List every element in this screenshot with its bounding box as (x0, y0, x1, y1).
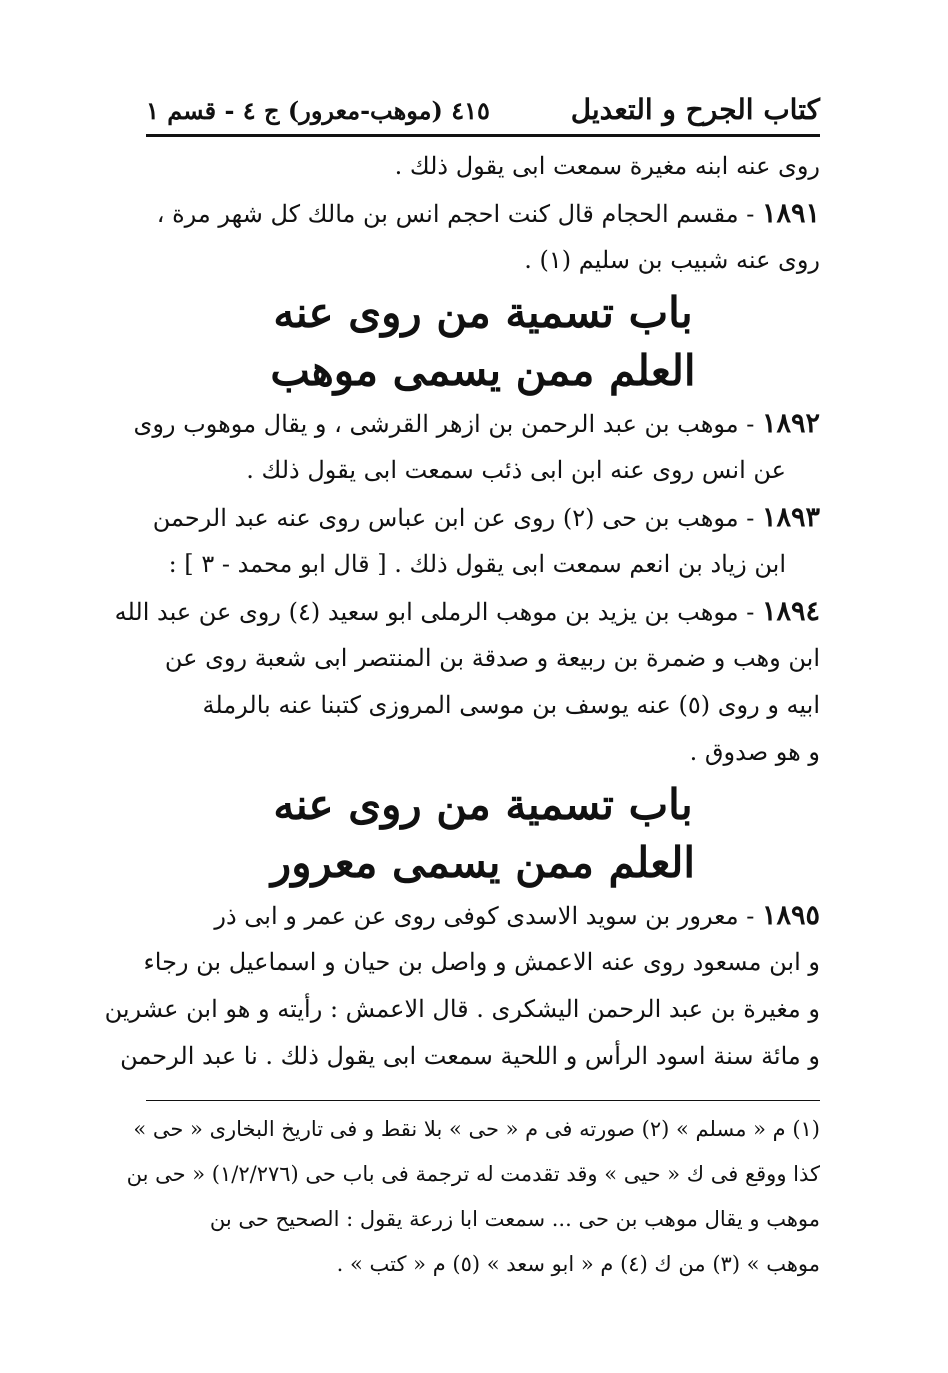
section-heading: باب تسمية من روى عنه (273, 288, 693, 337)
entry-number: ١٨٩١ (761, 198, 820, 229)
footnote-rule (146, 1100, 820, 1101)
entry-text: - مقسم الحجام قال كنت احجم انس بن مالك كل شهر مرة ، (156, 200, 762, 228)
header-rule (146, 134, 820, 137)
section-heading: العلم ممن يسمى موهب (270, 346, 696, 395)
entry-number: ١٨٩٣ (761, 502, 820, 533)
text-line: ابيه و روى (٥) عنه يوسف بن موسى المروزى كتبنا عنه بالرملة (202, 691, 820, 719)
entry-number: ١٨٩٥ (761, 900, 820, 931)
footnote-line: (١) م « مسلم » (٢) صورته فى م « حى » بلا نقط و فى تاريخ البخارى « حى » (133, 1117, 820, 1141)
section-heading: باب تسمية من روى عنه (273, 780, 693, 829)
text-line: عن انس روى عنه ابن ابى ذئب سمعت ابى يقول ذلك . (246, 456, 786, 484)
footnote-line: موهب » (٣) من ك (٤) م « ابو سعد » (٥) م « كتب » . (336, 1252, 820, 1276)
text-line: ابن وهب و ضمرة بن ربيعة و صدقة بن المنتصر ابى شعبة روى عن (164, 644, 820, 672)
page-header (146, 88, 820, 132)
text-line: و هو صدوق . (689, 738, 820, 766)
text-line: و مغيرة بن عبد الرحمن اليشكرى . قال الاعمش : رأيته و هو ابن عشرين (104, 995, 820, 1023)
text-line: و ابن مسعود روى عنه الاعمش و واصل بن حيان و اسماعيل بن رجاء (143, 948, 820, 976)
entry-text: - موهب بن يزيد بن موهب الرملى ابو سعيد (٤) روى عن عبد الله (114, 598, 762, 626)
text-line: روى عنه شبيب بن سليم (١) . (524, 246, 820, 274)
text-line: ابن زياد بن انعم سمعت ابى يقول ذلك . [ قال ابو محمد - ٣ ] : (168, 550, 786, 578)
entry-1894 (114, 588, 820, 635)
text-line: و مائة سنة اسود الرأس و اللحية سمعت ابى يقول ذلك . نا عبد الرحمن (120, 1042, 820, 1070)
text-line: روى عنه ابنه مغيرة سمعت ابى يقول ذلك . (394, 152, 820, 180)
entry-1895 (146, 892, 820, 939)
entry-number: ١٨٩٤ (761, 596, 820, 627)
entry-text: - موهب بن حى (٢) روى عن ابن عباس روى عنه عبد الرحمن (152, 504, 762, 532)
footnote-line: كذا ووقع فى ك « حيى » وقد تقدمت له ترجمة فى باب حى (١/٢/٢٧٦) « حى بن (126, 1162, 820, 1186)
entry-1891 (146, 190, 820, 237)
entry-text: - موهب بن عبد الرحمن بن ازهر القرشى ، و يقال موهوب روى (133, 410, 762, 438)
entry-number: ١٨٩٢ (761, 408, 820, 439)
footnote-line: موهب و يقال موهب بن حى ... سمعت ابا زرعة يقول : الصحيح حى بن (209, 1207, 820, 1231)
book-title: كتاب الجرح و التعديل (570, 93, 820, 126)
entry-1892 (133, 400, 820, 447)
page-number-range: ٤١٥ (موهب-معرور) ج ٤ - قسم ١ (146, 96, 490, 125)
section-heading: العلم ممن يسمى معرور (270, 838, 696, 887)
entry-1893 (146, 494, 820, 541)
entry-text: - معرور بن سويد الاسدى كوفى روى عن عمر و ابى ذر (214, 902, 762, 930)
